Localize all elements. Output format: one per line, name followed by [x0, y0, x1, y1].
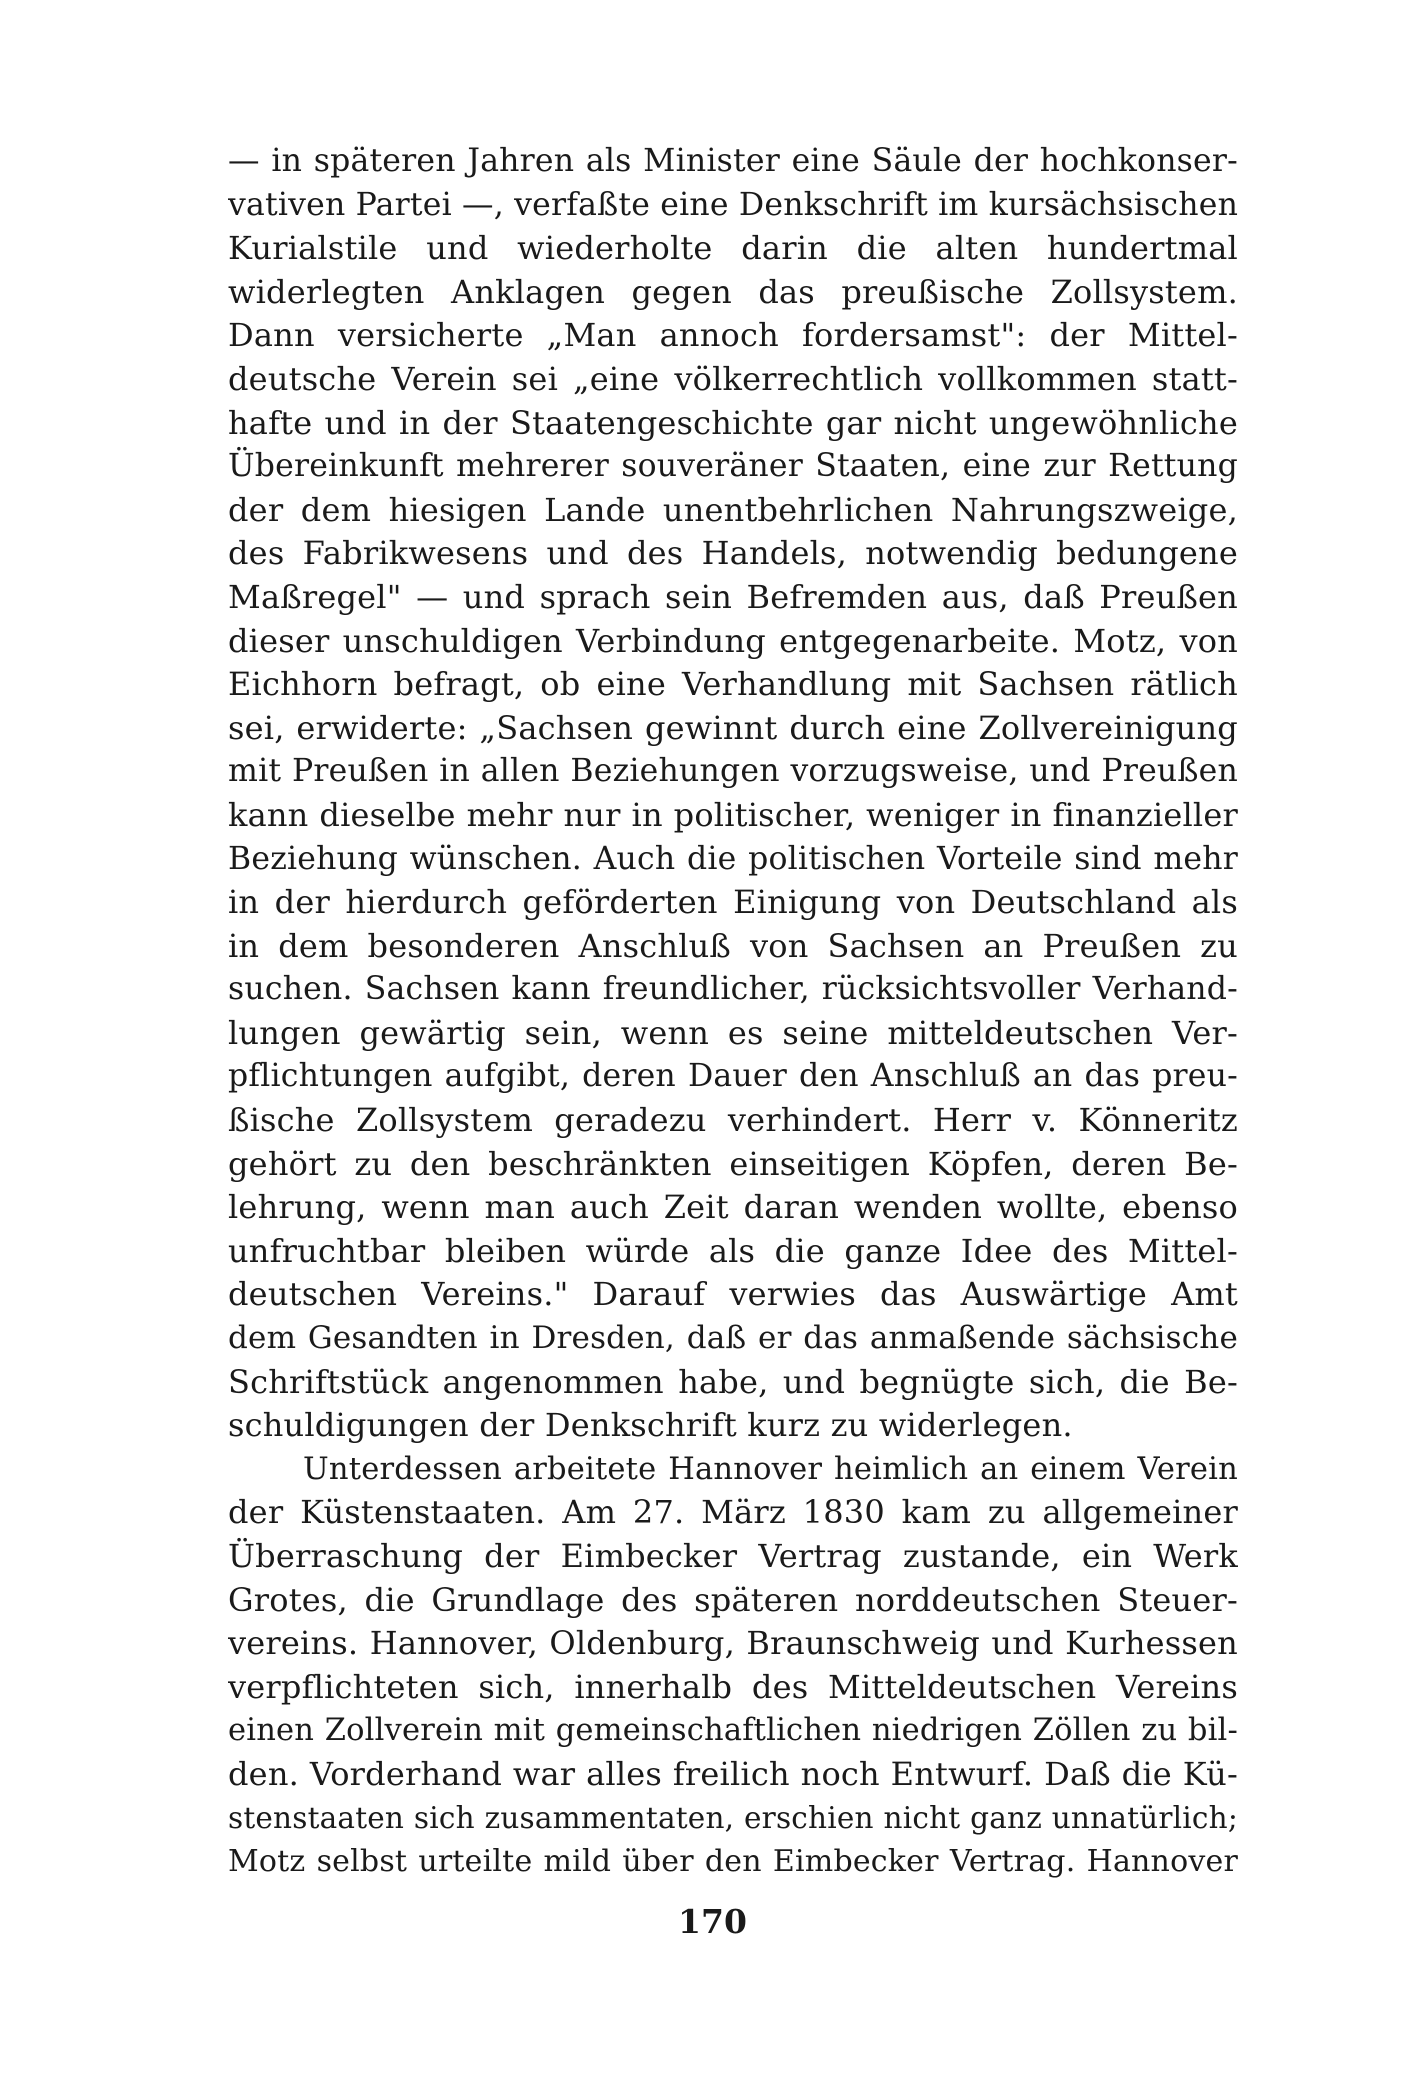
- text-line: stenstaaten sich zusammentaten, erschien nicht ganz unnatürlich;: [228, 1800, 1238, 1835]
- text-line: in dem besonderen Anschluß von Sachsen an Preußen zu: [228, 926, 1238, 965]
- text-line: dieser unschuldigen Verbindung entgegenarbeite. Motz, von: [228, 621, 1238, 660]
- text-line: widerlegten Anklagen gegen das preußische Zollsystem.: [228, 272, 1238, 311]
- text-line: deutschen Vereins." Darauf verwies das Auswärtige Amt: [228, 1275, 1238, 1314]
- page-number: 170: [678, 1902, 747, 1941]
- text-line: in der hierdurch geförderten Einigung von Deutschland als: [228, 883, 1238, 922]
- text-line: der Küstenstaaten. Am 27. März 1830 kam zu allgemeiner: [228, 1493, 1238, 1532]
- text-line: Eichhorn befragt, ob eine Verhandlung mit Sachsen rätlich: [228, 665, 1238, 704]
- paragraph-end-line: schuldigungen der Denkschrift kurz zu widerlegen.: [228, 1406, 1073, 1445]
- text-line: Überraschung der Eimbecker Vertrag zustande, ein Werk: [228, 1537, 1238, 1575]
- text-line: kann dieselbe mehr nur in politischer, weniger in finanzieller: [228, 795, 1238, 834]
- text-line: vativen Partei —, verfaßte eine Denkschrift im kursächsischen: [228, 186, 1238, 223]
- text-line: suchen. Sachsen kann freundlicher, rücksichtsvoller Verhand-: [228, 971, 1238, 1008]
- text-line: Dann versicherte „Man annoch fordersamst": der Mittel-: [228, 316, 1238, 355]
- paragraph-start-line: Unterdessen arbeitete Hannover heimlich an einem Verein: [303, 1451, 1238, 1487]
- text-line: unfruchtbar bleiben würde als die ganze Idee des Mittel-: [228, 1231, 1238, 1270]
- text-line: dem Gesandten in Dresden, daß er das anmaßende sächsische: [228, 1320, 1238, 1357]
- text-line: der dem hiesigen Lande unentbehrlichen Nahrungszweige,: [228, 490, 1238, 529]
- text-line: hafte und in der Staatengeschichte gar nicht ungewöhnliche: [228, 403, 1238, 442]
- text-line: Maßregel" — und sprach sein Befremden aus, daß Preußen: [228, 577, 1238, 616]
- text-line: verpflichteten sich, innerhalb des Mitteldeutschen Vereins: [228, 1667, 1238, 1706]
- text-line: lehrung, wenn man auch Zeit daran wenden wollte, ebenso: [228, 1188, 1238, 1227]
- text-line: ßische Zollsystem geradezu verhindert. Herr v. Könneritz: [228, 1101, 1238, 1140]
- text-line: Motz selbst urteilte mild über den Eimbecker Vertrag. Hannover: [228, 1844, 1238, 1880]
- text-line: des Fabrikwesens und des Handels, notwendig bedungene: [228, 534, 1238, 573]
- text-line: einen Zollverein mit gemeinschaftlichen niedrigen Zöllen zu bil-: [228, 1713, 1238, 1749]
- text-line: gehört zu den beschränkten einseitigen Köpfen, deren Be-: [228, 1144, 1238, 1183]
- text-line: sei, erwiderte: „Sachsen gewinnt durch eine Zollvereinigung: [228, 708, 1238, 747]
- text-line: Schriftstück angenommen habe, und begnügte sich, die Be-: [228, 1362, 1238, 1401]
- text-line: Grotes, die Grundlage des späteren norddeutschen Steuer-: [228, 1580, 1238, 1619]
- text-line: Beziehung wünschen. Auch die politischen Vorteile sind mehr: [228, 840, 1238, 877]
- text-line: lungen gewärtig sein, wenn es seine mitteldeutschen Ver-: [228, 1013, 1238, 1052]
- text-line: den. Vorderhand war alles freilich noch Entwurf. Daß die Kü-: [228, 1754, 1238, 1793]
- text-line: pflichtungen aufgibt, deren Dauer den Anschluß an das preu-: [228, 1058, 1238, 1095]
- text-line: vereins. Hannover, Oldenburg, Braunschweig und Kurhessen: [228, 1624, 1238, 1663]
- body-text: [228, 140, 1238, 1884]
- text-line: — in späteren Jahren als Minister eine Säule der hochkonser-: [228, 143, 1238, 179]
- text-line: Kurialstile und wiederholte darin die alten hundertmal: [228, 229, 1238, 268]
- text-line: Übereinkunft mehrerer souveräner Staaten, eine zur Rettung: [228, 448, 1238, 485]
- text-line: deutsche Verein sei „eine völkerrechtlich vollkommen statt-: [228, 359, 1238, 398]
- text-line: mit Preußen in allen Beziehungen vorzugsweise, und Preußen: [228, 753, 1238, 790]
